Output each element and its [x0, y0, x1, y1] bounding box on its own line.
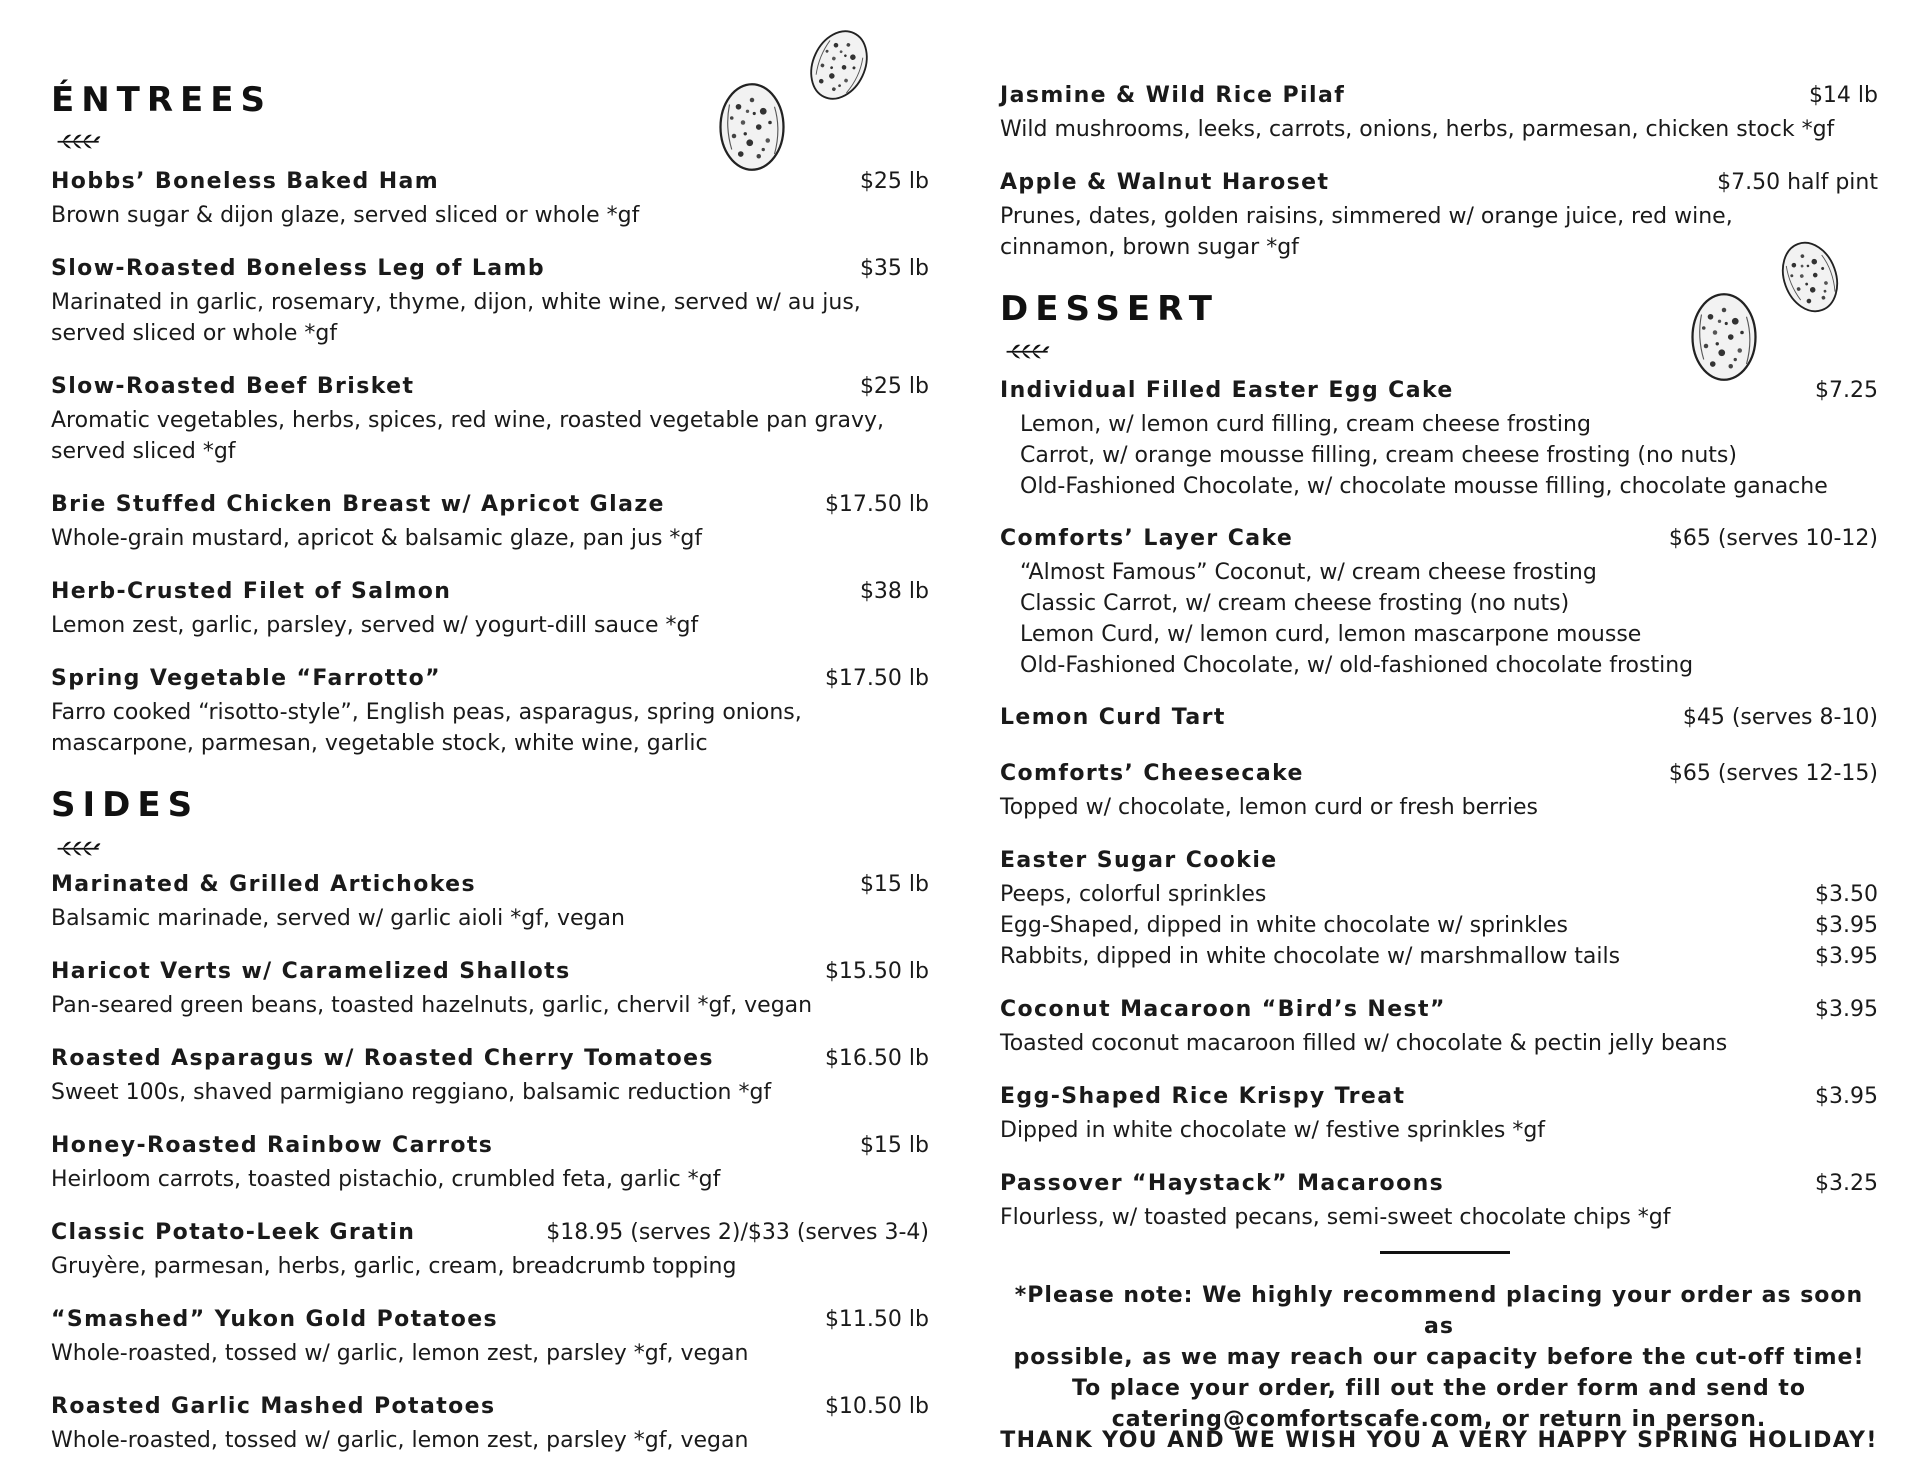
- item-desc: Whole-roasted, tossed w/ garlic, lemon zest, parsley *gf, vegan: [51, 1341, 749, 1366]
- item-option: Lemon Curd, w/ lemon curd, lemon mascarpone mousse: [1020, 622, 1642, 647]
- item-price: $7.50 half pint: [1717, 170, 1878, 195]
- item-price: $65 (serves 12-15): [1668, 761, 1878, 786]
- item-name: Apple & Walnut Haroset: [1000, 170, 1330, 195]
- item-desc: Heirloom carrots, toasted pistachio, crumbled feta, garlic *gf: [51, 1167, 721, 1192]
- item-price: $3.95: [1815, 997, 1878, 1022]
- item-desc: Sweet 100s, shaved parmigiano reggiano, balsamic reduction *gf: [51, 1080, 772, 1105]
- item-price: $14 lb: [1808, 83, 1878, 108]
- menu-item: [51, 1133, 929, 1195]
- order-note: [1000, 1280, 1878, 1435]
- item-price: $65 (serves 10-12): [1668, 526, 1878, 551]
- item-name: Roasted Garlic Mashed Potatoes: [51, 1394, 496, 1419]
- item-name: “Smashed” Yukon Gold Potatoes: [51, 1307, 499, 1332]
- menu-item: [1000, 761, 1878, 823]
- item-name: Jasmine & Wild Rice Pilaf: [1000, 83, 1346, 108]
- divider: [1380, 1251, 1510, 1254]
- item-price: $18.95 (serves 2)/$33 (serves 3-4): [546, 1220, 929, 1245]
- item-name: Comforts’ Cheesecake: [1000, 761, 1304, 786]
- item-price: $16.50 lb: [824, 1046, 929, 1071]
- item-price: $45 (serves 8-10): [1682, 705, 1878, 730]
- option-price: $3.95: [1815, 944, 1878, 969]
- menu-item: [51, 666, 929, 759]
- option-price: $3.50: [1815, 882, 1878, 907]
- item-name: Haricot Verts w/ Caramelized Shallots: [51, 959, 571, 984]
- item-name: Slow-Roasted Boneless Leg of Lamb: [51, 256, 545, 281]
- item-price: $35 lb: [859, 256, 929, 281]
- item-desc: Prunes, dates, golden raisins, simmered w/ orange juice, red wine,: [1000, 204, 1733, 229]
- cookie-option: [1000, 941, 1878, 972]
- item-desc: Dipped in white chocolate w/ festive sprinkles *gf: [1000, 1118, 1546, 1143]
- menu-item: [1000, 170, 1878, 263]
- item-desc: Marinated in garlic, rosemary, thyme, dijon, white wine, served w/ au jus,: [51, 290, 861, 315]
- speckled-egg-icon: [1688, 292, 1760, 382]
- option-price: $3.95: [1815, 913, 1878, 938]
- item-name: Individual Filled Easter Egg Cake: [1000, 378, 1454, 403]
- item-price: $38 lb: [859, 579, 929, 604]
- menu-item: [1000, 997, 1878, 1059]
- item-desc: Aromatic vegetables, herbs, spices, red wine, roasted vegetable pan gravy,: [51, 408, 884, 433]
- item-price: $3.25: [1815, 1171, 1878, 1196]
- item-name: Marinated & Grilled Artichokes: [51, 872, 476, 897]
- item-desc: Wild mushrooms, leeks, carrots, onions, herbs, parmesan, chicken stock *gf: [1000, 117, 1835, 142]
- item-name: Coconut Macaroon “Bird’s Nest”: [1000, 997, 1446, 1022]
- item-desc: Gruyère, parmesan, herbs, garlic, cream, breadcrumb topping: [51, 1254, 737, 1279]
- item-desc: Pan-seared green beans, toasted hazelnuts, garlic, chervil *gf, vegan: [51, 993, 813, 1018]
- menu-item: [1000, 83, 1878, 145]
- menu-item: [51, 959, 929, 1021]
- cookie-option: [1000, 910, 1878, 941]
- menu-item: [1000, 848, 1878, 972]
- item-desc: Whole-grain mustard, apricot & balsamic glaze, pan jus *gf: [51, 526, 703, 551]
- item-option: Classic Carrot, w/ cream cheese frosting (no nuts): [1020, 591, 1570, 616]
- item-desc: Whole-roasted, tossed w/ garlic, lemon zest, parsley *gf, vegan: [51, 1428, 749, 1453]
- item-desc: Toasted coconut macaroon filled w/ chocolate & pectin jelly beans: [1000, 1031, 1728, 1056]
- item-desc: served sliced or whole *gf: [51, 321, 338, 346]
- menu-item: [51, 492, 929, 554]
- item-price: $7.25: [1815, 378, 1878, 403]
- sprig-icon: [1002, 338, 1054, 362]
- item-name: Passover “Haystack” Macaroons: [1000, 1171, 1445, 1196]
- item-desc: cinnamon, brown sugar *gf: [1000, 235, 1299, 260]
- item-name: Honey-Roasted Rainbow Carrots: [51, 1133, 494, 1158]
- item-name: Lemon Curd Tart: [1000, 705, 1226, 730]
- item-name: Spring Vegetable “Farrotto”: [51, 666, 441, 691]
- entrees-title: ÉNTREES: [51, 80, 272, 120]
- item-option: Old-Fashioned Chocolate, w/ chocolate mousse filling, chocolate ganache: [1020, 474, 1828, 499]
- item-price: $11.50 lb: [824, 1307, 929, 1332]
- item-name: Roasted Asparagus w/ Roasted Cherry Tomatoes: [51, 1046, 714, 1071]
- item-option: Lemon, w/ lemon curd filling, cream cheese frosting: [1020, 412, 1591, 437]
- item-desc: Farro cooked “risotto-style”, English peas, asparagus, spring onions,: [51, 700, 802, 725]
- menu-item: [51, 256, 929, 349]
- option-label: Egg-Shaped, dipped in white chocolate w/ sprinkles: [1000, 913, 1568, 938]
- dessert-title: DESSERT: [1000, 289, 1219, 329]
- note-line: *Please note: We highly recommend placing your order as soon as: [1014, 1283, 1864, 1339]
- item-desc: Topped w/ chocolate, lemon curd or fresh berries: [1000, 795, 1538, 820]
- item-desc: mascarpone, parmesan, vegetable stock, white wine, garlic: [51, 731, 708, 756]
- menu-item: [1000, 526, 1878, 681]
- option-label: Peeps, colorful sprinkles: [1000, 882, 1267, 907]
- item-price: $10.50 lb: [824, 1394, 929, 1419]
- item-price: $15 lb: [859, 872, 929, 897]
- item-desc: Lemon zest, garlic, parsley, served w/ yogurt-dill sauce *gf: [51, 613, 699, 638]
- menu-item: [1000, 1084, 1878, 1146]
- item-price: $3.95: [1815, 1084, 1878, 1109]
- item-price: $15 lb: [859, 1133, 929, 1158]
- item-option: Carrot, w/ orange mousse filling, cream cheese frosting (no nuts): [1020, 443, 1737, 468]
- item-desc: served sliced *gf: [51, 439, 236, 464]
- menu-item: [51, 1220, 929, 1282]
- item-name: Comforts’ Layer Cake: [1000, 526, 1294, 551]
- item-name: Slow-Roasted Beef Brisket: [51, 374, 415, 399]
- item-price: $25 lb: [859, 374, 929, 399]
- item-desc: Brown sugar & dijon glaze, served sliced or whole *gf: [51, 203, 640, 228]
- menu-item: [51, 1046, 929, 1108]
- menu-item: [51, 169, 929, 231]
- menu-item: [51, 872, 929, 934]
- menu-item: [51, 374, 929, 467]
- item-price: $15.50 lb: [824, 959, 929, 984]
- option-label: Rabbits, dipped in white chocolate w/ marshmallow tails: [1000, 944, 1621, 969]
- item-option: Old-Fashioned Chocolate, w/ old-fashioned chocolate frosting: [1020, 653, 1694, 678]
- note-line: possible, as we may reach our capacity before the cut-off time!: [1013, 1345, 1865, 1370]
- sprig-icon: [53, 128, 105, 152]
- cookie-option: [1000, 879, 1878, 910]
- item-name: Brie Stuffed Chicken Breast w/ Apricot Glaze: [51, 492, 665, 517]
- item-price: $17.50 lb: [824, 492, 929, 517]
- note-line: To place your order, fill out the order form and send to: [1072, 1376, 1806, 1401]
- menu-item: [51, 1307, 929, 1369]
- menu-item: [1000, 1171, 1878, 1233]
- item-name: Hobbs’ Boneless Baked Ham: [51, 169, 440, 194]
- speckled-egg-icon: [794, 18, 883, 112]
- item-name: Egg-Shaped Rice Krispy Treat: [1000, 1084, 1406, 1109]
- item-name: Herb-Crusted Filet of Salmon: [51, 579, 452, 604]
- item-price: $17.50 lb: [824, 666, 929, 691]
- item-price: $25 lb: [859, 169, 929, 194]
- menu-item: [51, 1394, 929, 1456]
- speckled-egg-icon: [716, 82, 788, 172]
- menu-item: [51, 579, 929, 641]
- item-desc: Flourless, w/ toasted pecans, semi-sweet chocolate chips *gf: [1000, 1205, 1671, 1230]
- sides-title: SIDES: [51, 785, 200, 825]
- menu-item: [1000, 378, 1878, 502]
- item-option: “Almost Famous” Coconut, w/ cream cheese frosting: [1020, 560, 1597, 585]
- note-line: catering@comfortscafe.com, or return in person.: [1111, 1407, 1767, 1432]
- thank-you-message: THANK YOU AND WE WISH YOU A VERY HAPPY SPRING HOLIDAY!: [1000, 1428, 1878, 1453]
- item-name: Classic Potato-Leek Gratin: [51, 1220, 416, 1245]
- item-name: Easter Sugar Cookie: [1000, 848, 1278, 873]
- sprig-icon: [53, 835, 105, 859]
- item-desc: Balsamic marinade, served w/ garlic aioli *gf, vegan: [51, 906, 625, 931]
- menu-item: [1000, 705, 1878, 736]
